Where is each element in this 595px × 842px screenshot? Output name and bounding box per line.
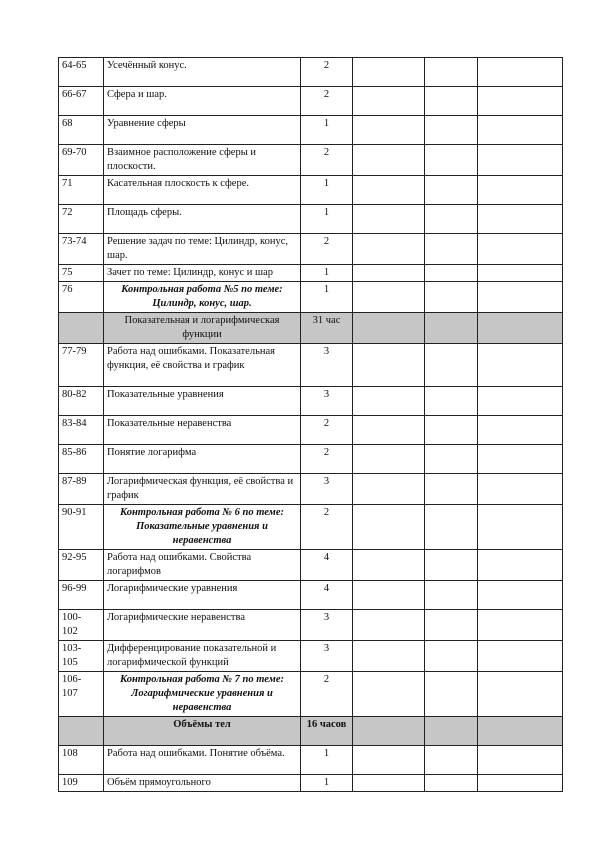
empty-cell (353, 775, 425, 792)
empty-cell (425, 717, 478, 746)
lesson-number: 92-95 (59, 550, 104, 581)
empty-cell (425, 672, 478, 717)
lesson-hours: 3 (301, 641, 353, 672)
empty-cell (353, 416, 425, 445)
empty-cell (478, 205, 563, 234)
lesson-topic: Понятие логарифма (104, 445, 301, 474)
lesson-hours: 1 (301, 116, 353, 145)
empty-cell (425, 205, 478, 234)
section-hours: 31 час (301, 313, 353, 344)
table-row (59, 387, 563, 416)
empty-cell (353, 550, 425, 581)
empty-cell (353, 176, 425, 205)
lesson-number: 85-86 (59, 445, 104, 474)
lesson-topic: Решение задач по теме: Цилиндр, конус, шар. (104, 234, 301, 265)
empty-cell (425, 746, 478, 775)
table-row (59, 282, 563, 313)
table-row (59, 641, 563, 672)
lesson-topic: Показательные неравенства (104, 416, 301, 445)
empty-cell (353, 387, 425, 416)
table-row (59, 474, 563, 505)
lesson-hours: 1 (301, 176, 353, 205)
empty-cell (478, 505, 563, 550)
empty-cell (353, 87, 425, 116)
empty-cell (478, 672, 563, 717)
table-row (59, 176, 563, 205)
lesson-topic: Касательная плоскость к сфере. (104, 176, 301, 205)
empty-cell (478, 581, 563, 610)
empty-cell (478, 176, 563, 205)
lesson-hours: 4 (301, 550, 353, 581)
lesson-number: 72 (59, 205, 104, 234)
empty-cell (478, 641, 563, 672)
empty-cell (353, 313, 425, 344)
lesson-topic: Зачет по теме: Цилиндр, конус и шар (104, 265, 301, 282)
table-row (59, 234, 563, 265)
table-row (59, 775, 563, 792)
table-row (59, 416, 563, 445)
section-title: Объёмы тел (104, 717, 301, 746)
empty-cell (353, 445, 425, 474)
empty-cell (425, 282, 478, 313)
empty-cell (425, 505, 478, 550)
table-row (59, 550, 563, 581)
lesson-hours: 2 (301, 234, 353, 265)
empty-cell (425, 581, 478, 610)
empty-cell (478, 282, 563, 313)
table-row (59, 746, 563, 775)
lesson-number: 106- 107 (59, 672, 104, 717)
empty-cell (478, 387, 563, 416)
empty-cell (478, 87, 563, 116)
empty-cell (478, 145, 563, 176)
lesson-number: 96-99 (59, 581, 104, 610)
lesson-hours: 1 (301, 265, 353, 282)
lesson-number: 64-65 (59, 58, 104, 87)
empty-cell (478, 610, 563, 641)
empty-cell (425, 87, 478, 116)
lesson-hours: 1 (301, 282, 353, 313)
lesson-topic: Дифференцирование показательной и логарифмической функций (104, 641, 301, 672)
empty-cell (425, 550, 478, 581)
table-row (59, 87, 563, 116)
lesson-topic: Логарифмические уравнения (104, 581, 301, 610)
empty-cell (478, 474, 563, 505)
lesson-hours: 3 (301, 474, 353, 505)
lesson-topic: Усечённый конус. (104, 58, 301, 87)
empty-cell (478, 116, 563, 145)
empty-cell (425, 610, 478, 641)
lesson-hours: 3 (301, 610, 353, 641)
lesson-number: 100- 102 (59, 610, 104, 641)
empty-cell (425, 641, 478, 672)
empty-cell (425, 313, 478, 344)
empty-cell (353, 610, 425, 641)
table-row (59, 58, 563, 87)
table-row (59, 265, 563, 282)
lesson-number: 90-91 (59, 505, 104, 550)
empty-cell (478, 344, 563, 387)
lesson-topic: Контрольная работа № 6 по теме: Показательные уравнения и неравенства (104, 505, 301, 550)
empty-cell (425, 416, 478, 445)
empty-cell (478, 58, 563, 87)
table-row (59, 205, 563, 234)
lesson-hours: 1 (301, 746, 353, 775)
lesson-hours: 2 (301, 58, 353, 87)
table-row (59, 672, 563, 717)
empty-cell (478, 445, 563, 474)
table-row (59, 445, 563, 474)
lesson-hours: 2 (301, 445, 353, 474)
lesson-topic: Сфера и шар. (104, 87, 301, 116)
empty-cell (353, 505, 425, 550)
empty-cell (425, 387, 478, 416)
lesson-topic: Уравнение сферы (104, 116, 301, 145)
lesson-hours: 1 (301, 205, 353, 234)
empty-cell (353, 116, 425, 145)
lesson-topic: Работа над ошибками. Показательная функция, её свойства и график (104, 344, 301, 387)
lesson-number: 83-84 (59, 416, 104, 445)
lesson-hours: 1 (301, 775, 353, 792)
empty-cell (425, 176, 478, 205)
empty-cell (478, 550, 563, 581)
empty-cell (478, 775, 563, 792)
table-row (59, 145, 563, 176)
lesson-hours: 4 (301, 581, 353, 610)
lesson-topic: Работа над ошибками. Понятие объёма. (104, 746, 301, 775)
empty-cell (353, 205, 425, 234)
lesson-number: 108 (59, 746, 104, 775)
table-row (59, 344, 563, 387)
lesson-number: 109 (59, 775, 104, 792)
empty-cell (478, 416, 563, 445)
section-row (59, 717, 563, 746)
table-row (59, 610, 563, 641)
lesson-hours: 3 (301, 387, 353, 416)
empty-cell (353, 265, 425, 282)
lesson-topic: Работа над ошибками. Свойства логарифмов (104, 550, 301, 581)
empty-cell (478, 746, 563, 775)
empty-cell (353, 474, 425, 505)
empty-cell (425, 58, 478, 87)
lesson-number: 87-89 (59, 474, 104, 505)
empty-cell (425, 474, 478, 505)
lesson-topic: Контрольная работа № 7 по теме: Логарифмические уравнения и неравенства (104, 672, 301, 717)
empty-cell (478, 265, 563, 282)
lesson-hours: 2 (301, 672, 353, 717)
table-row (59, 116, 563, 145)
lesson-topic: Логарифмическая функция, её свойства и график (104, 474, 301, 505)
lesson-number: 71 (59, 176, 104, 205)
section-number (59, 313, 104, 344)
empty-cell (425, 775, 478, 792)
lesson-number: 77-79 (59, 344, 104, 387)
empty-cell (425, 234, 478, 265)
lesson-hours: 2 (301, 505, 353, 550)
lesson-topic: Логарифмические неравенства (104, 610, 301, 641)
lesson-topic: Объём прямоугольного (104, 775, 301, 792)
section-number (59, 717, 104, 746)
empty-cell (425, 116, 478, 145)
lesson-hours: 2 (301, 87, 353, 116)
lesson-topic: Показательные уравнения (104, 387, 301, 416)
empty-cell (478, 313, 563, 344)
empty-cell (425, 344, 478, 387)
lesson-number: 75 (59, 265, 104, 282)
lesson-plan-table (58, 57, 563, 792)
section-hours: 16 часов (301, 717, 353, 746)
lesson-number: 76 (59, 282, 104, 313)
empty-cell (353, 344, 425, 387)
lesson-number: 103- 105 (59, 641, 104, 672)
empty-cell (353, 282, 425, 313)
empty-cell (425, 445, 478, 474)
lesson-number: 69-70 (59, 145, 104, 176)
empty-cell (478, 717, 563, 746)
empty-cell (353, 717, 425, 746)
section-title: Показательная и логарифмическая функции (104, 313, 301, 344)
lesson-hours: 2 (301, 416, 353, 445)
empty-cell (353, 641, 425, 672)
lesson-hours: 3 (301, 344, 353, 387)
empty-cell (353, 58, 425, 87)
empty-cell (353, 234, 425, 265)
lesson-hours: 2 (301, 145, 353, 176)
empty-cell (425, 265, 478, 282)
lesson-topic: Взаимное расположение сферы и плоскости. (104, 145, 301, 176)
empty-cell (353, 581, 425, 610)
empty-cell (353, 145, 425, 176)
lesson-topic: Площадь сферы. (104, 205, 301, 234)
lesson-topic: Контрольная работа №5 по теме: Цилиндр, конус, шар. (104, 282, 301, 313)
table-row (59, 505, 563, 550)
lesson-number: 73-74 (59, 234, 104, 265)
lesson-number: 80-82 (59, 387, 104, 416)
lesson-number: 66-67 (59, 87, 104, 116)
lesson-number: 68 (59, 116, 104, 145)
empty-cell (353, 746, 425, 775)
empty-cell (478, 234, 563, 265)
empty-cell (353, 672, 425, 717)
table-row (59, 581, 563, 610)
empty-cell (425, 145, 478, 176)
section-row (59, 313, 563, 344)
